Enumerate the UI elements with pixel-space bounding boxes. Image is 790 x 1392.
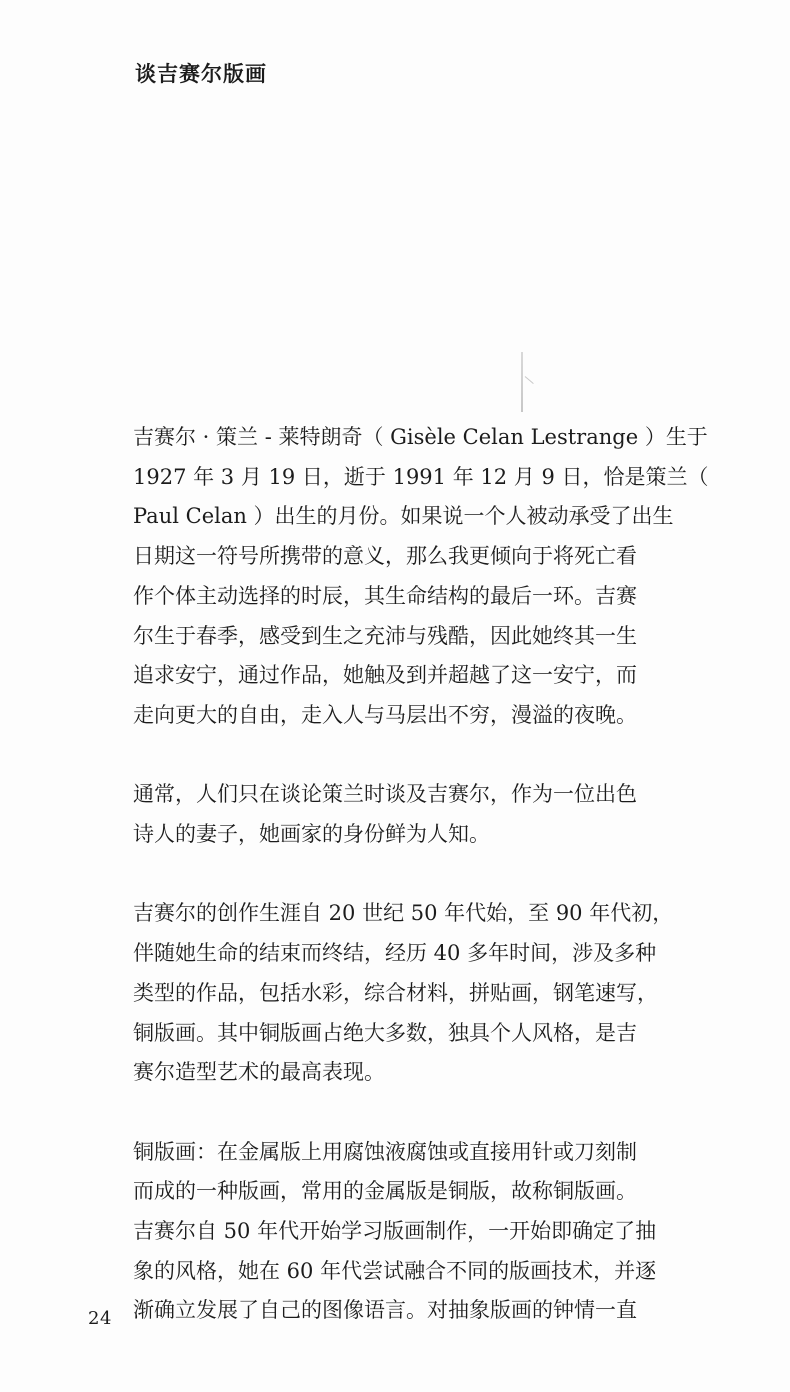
page-title: 谈吉赛尔版画: [135, 61, 267, 86]
page-number: 24: [88, 1308, 112, 1329]
page-crease-tick: [525, 376, 534, 384]
text-line: Paul Celan ）出生的月份。如果说一个人被动承受了出生: [133, 504, 674, 529]
text-line: 尔生于春季，感受到生之充沛与残酷，因此她终其一生: [133, 623, 637, 648]
text-line: 赛尔造型艺术的最高表现。: [133, 1060, 385, 1085]
text-line: 吉赛尔的创作生涯自 20 世纪 50 年代始，至 90 年代初，: [133, 901, 674, 926]
text-line: 作个体主动选择的时辰，其生命结构的最后一环。吉赛: [133, 583, 637, 608]
text-line: 而成的一种版画，常用的金属版是铜版，故称铜版画。: [133, 1179, 637, 1204]
text-line: 铜版画：在金属版上用腐蚀液腐蚀或直接用针或刀刻制: [133, 1139, 637, 1164]
text-line: 渐确立发展了自己的图像语言。对抽象版画的钟情一直: [133, 1298, 637, 1323]
text-line: 追求安宁，通过作品，她触及到并超越了这一安宁，而: [133, 663, 637, 688]
text-line: 通常，人们只在谈论策兰时谈及吉赛尔，作为一位出色: [133, 782, 637, 807]
text-line: 象的风格，她在 60 年代尝试融合不同的版画技术，并逐: [133, 1258, 657, 1283]
text-line: 1927 年 3 月 19 日，逝于 1991 年 12 月 9 日，恰是策兰（: [133, 464, 709, 489]
text-line: 日期这一符号所携带的意义，那么我更倾向于将死亡看: [133, 544, 637, 569]
text-line: 吉赛尔自 50 年代开始学习版画制作，一开始即确定了抽: [133, 1219, 657, 1244]
paragraph-3: [133, 894, 723, 1093]
paragraph-2: [133, 775, 723, 854]
paragraph-4: [133, 1133, 723, 1332]
text-line: 走向更大的自由，走入人与马层出不穷，漫溢的夜晚。: [133, 702, 637, 727]
text-line: 类型的作品，包括水彩，综合材料，拼贴画，钢笔速写，: [133, 980, 658, 1005]
text-line: 伴随她生命的结束而终结，经历 40 多年时间，涉及多种: [133, 941, 657, 966]
paragraph-1: [133, 418, 723, 736]
text-line: 诗人的妻子，她画家的身份鲜为人知。: [133, 822, 490, 847]
body-text: [133, 418, 723, 1371]
text-line: 铜版画。其中铜版画占绝大多数，独具个人风格，是吉: [133, 1020, 637, 1045]
page-crease-mark: [521, 352, 523, 412]
text-line: 吉赛尔 · 策兰 - 莱特朗奇（ Gisèle Celan Lestrange ）生于: [133, 425, 708, 449]
